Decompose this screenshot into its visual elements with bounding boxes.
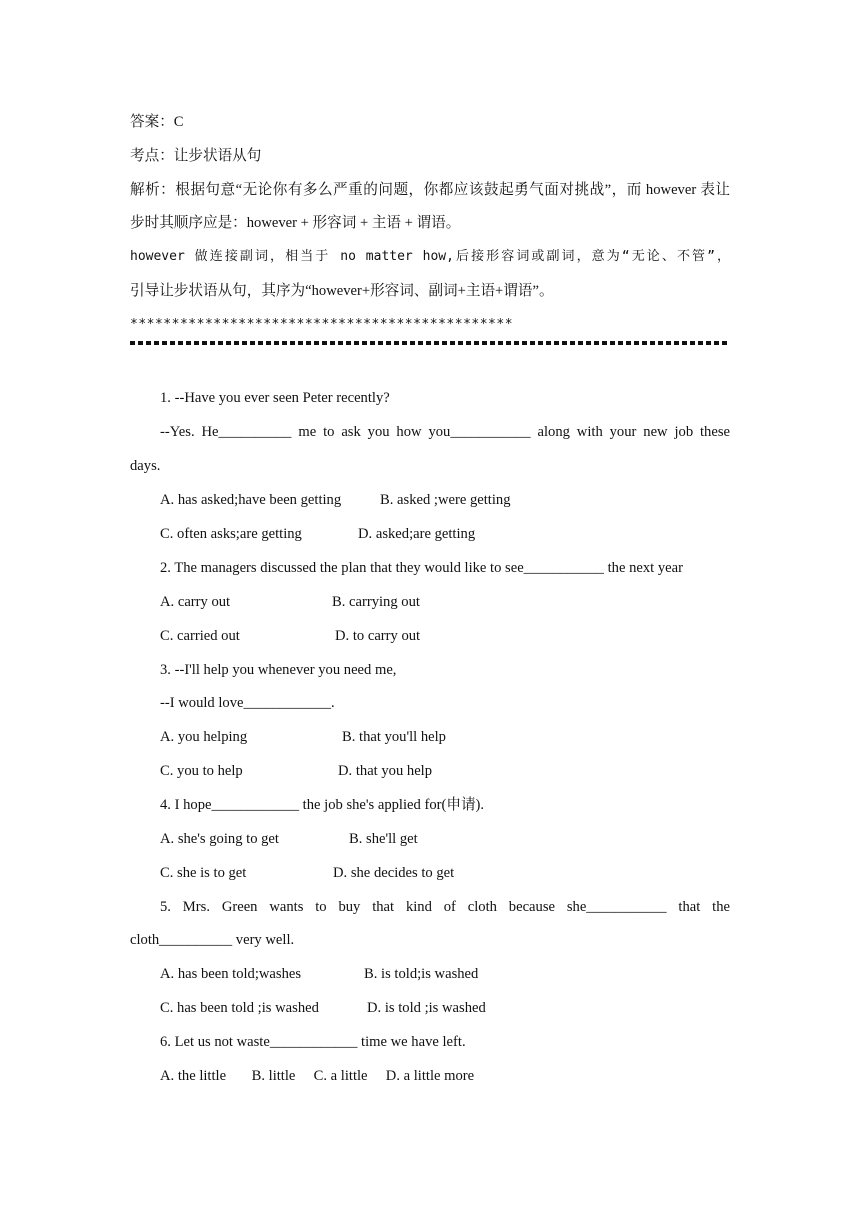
option-d: D. she decides to get xyxy=(333,865,455,881)
option-d: D. is told ;is washed xyxy=(367,1000,486,1016)
question-1-reply: --Yes. He__________ me to ask you how you___________ along with your new job these xyxy=(160,424,730,440)
option-b: B. she'll get xyxy=(349,831,418,847)
question-5-options-row-2 xyxy=(160,998,730,1018)
star-separator: ********************************************** xyxy=(130,317,514,332)
option-c: C. often asks;are getting xyxy=(160,526,302,542)
question-5-prompt: 5. Mrs. Green wants to buy that kind of cloth because she___________ that the xyxy=(160,899,730,915)
option-a: A. has asked;have been getting xyxy=(160,492,342,508)
option-a: A. she's going to get xyxy=(160,831,279,847)
question-5-options-row-1 xyxy=(160,964,730,984)
option-a: A. carry out xyxy=(160,594,231,610)
option-d: D. that you help xyxy=(338,763,433,779)
question-3-reply: --I would love____________. xyxy=(160,695,335,711)
question-2-prompt: 2. The managers discussed the plan that they would like to see___________ the next year xyxy=(160,560,683,576)
question-5-wrap: cloth__________ very well. xyxy=(130,932,295,948)
option-d: D. asked;are getting xyxy=(358,526,476,542)
option-b: B. that you'll help xyxy=(342,729,446,745)
dotted-divider xyxy=(130,341,730,345)
question-3-prompt: 3. --I'll help you whenever you need me, xyxy=(160,662,397,678)
option-c: C. has been told ;is washed xyxy=(160,1000,319,1016)
answer-line: 答案：C xyxy=(130,114,184,130)
question-6-options: A. the little B. little C. a little D. a little more xyxy=(160,1068,475,1084)
analysis-line-1: 解析：根据句意“无论你有多么严重的问题，你都应该鼓起勇气面对挑战”，而 however 表让 xyxy=(130,182,730,198)
option-c: C. she is to get xyxy=(160,865,247,881)
question-3-options-row-1 xyxy=(160,727,730,747)
note-line-1: however 做连接副词，相当于 no matter how,后接形容词或副词，意为“无论、不管”， xyxy=(130,249,730,264)
question-4-prompt: 4. I hope____________ the job she's applied for(申请). xyxy=(160,797,485,813)
question-2-options-row-2 xyxy=(160,626,730,646)
option-c: C. you to help xyxy=(160,763,243,779)
option-d: D. to carry out xyxy=(335,628,421,644)
note-line-2: 引导让步状语从句，其序为“however+形容词、副词+主语+谓语”。 xyxy=(130,283,554,299)
question-1-options-row-1 xyxy=(160,490,730,510)
option-b: B. carrying out xyxy=(332,594,420,610)
analysis-line-2: 步时其顺序应是：however + 形容词 + 主语 + 谓语。 xyxy=(130,215,461,231)
option-a: A. you helping xyxy=(160,729,248,745)
question-1-options-row-2 xyxy=(160,524,730,544)
question-4-options-row-2 xyxy=(160,863,730,883)
test-point-line: 考点：让步状语从句 xyxy=(130,148,262,164)
option-b: B. is told;is washed xyxy=(364,966,479,982)
question-2-options-row-1 xyxy=(160,592,730,612)
question-6-prompt: 6. Let us not waste____________ time we have left. xyxy=(160,1034,466,1050)
option-a: A. has been told;washes xyxy=(160,966,302,982)
question-3-options-row-2 xyxy=(160,761,730,781)
question-1-prompt: 1. --Have you ever seen Peter recently? xyxy=(160,390,390,406)
question-1-wrap: days. xyxy=(130,458,161,474)
option-c: C. carried out xyxy=(160,628,240,644)
question-4-options-row-1 xyxy=(160,829,730,849)
option-b: B. asked ;were getting xyxy=(380,492,511,508)
